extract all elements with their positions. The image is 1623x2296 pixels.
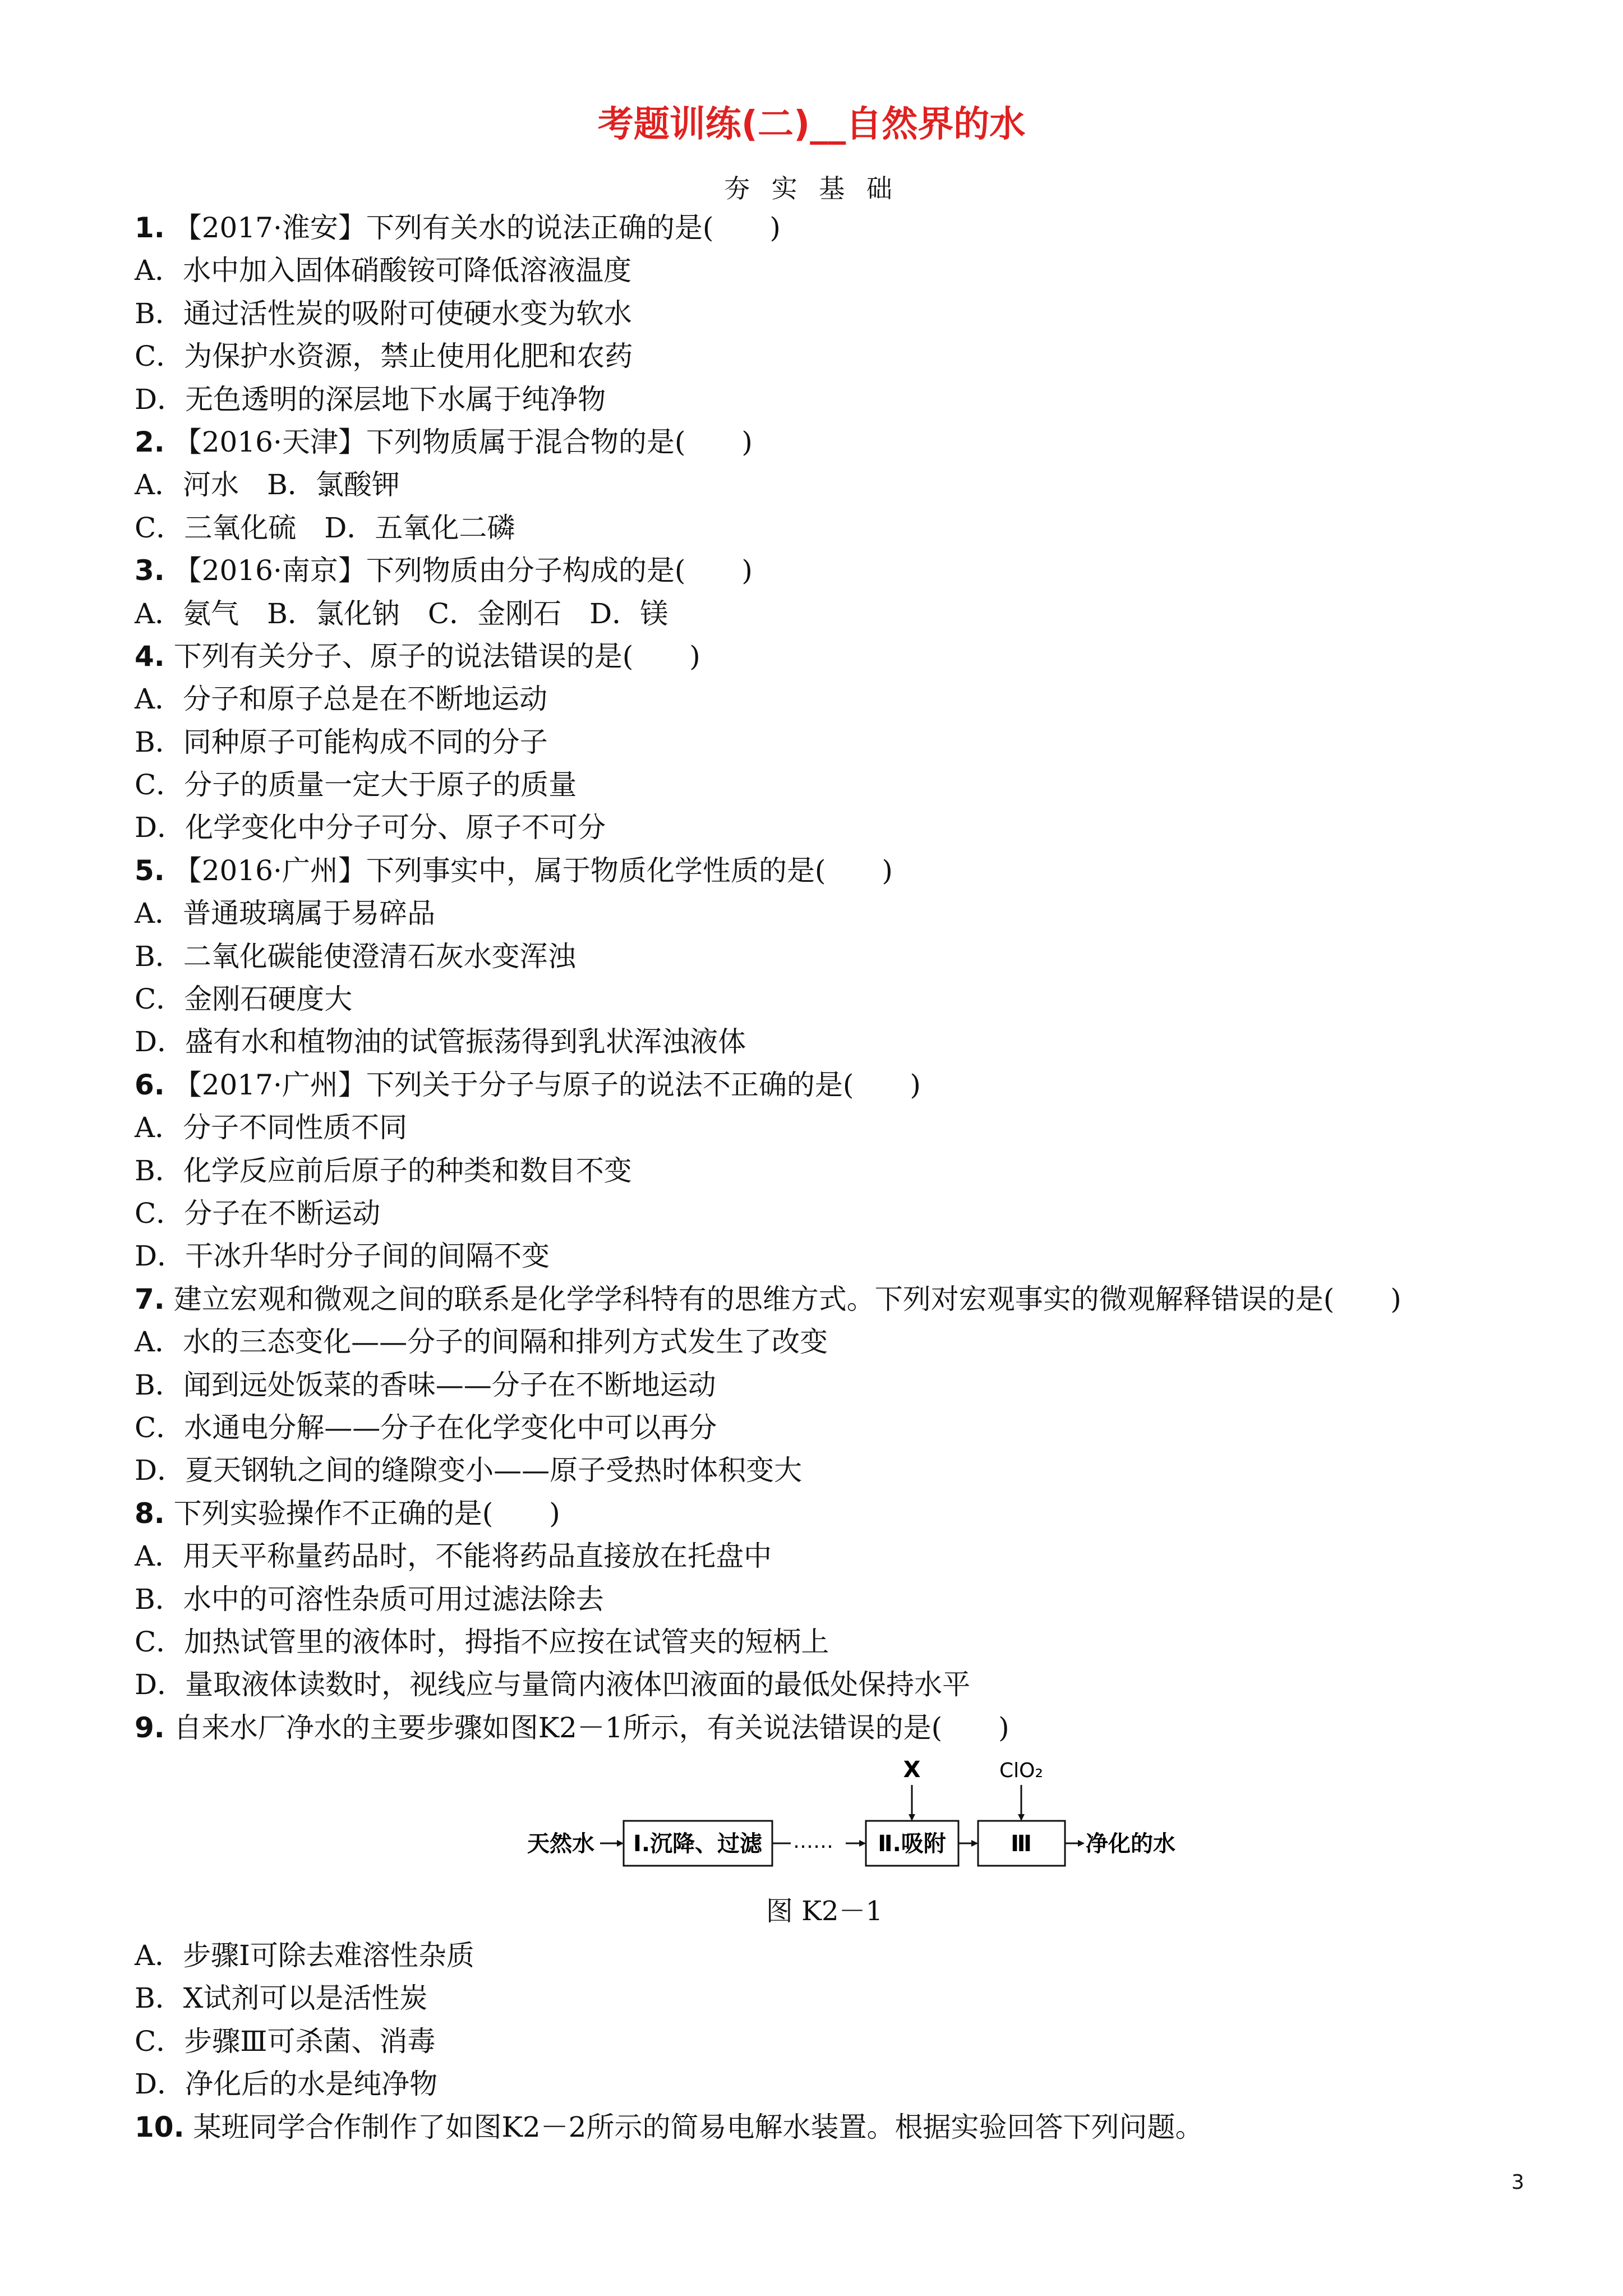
question-text: 某班同学合作制作了如图K2－2所示的简易电解水装置。根据实验回答下列问题。 — [193, 2110, 1204, 2143]
reagent-clo2-label: ClO₂ — [999, 1759, 1043, 1783]
reagent-x-label: X — [903, 1757, 921, 1783]
question-7-option-d: D．夏天钢轨之间的缝隙变小——原子受热时体积变大 — [135, 1454, 803, 1487]
question-1-option-d: D．无色透明的深层地下水属于纯净物 — [135, 383, 606, 416]
page-title: 考题训练(二)__自然界的水 — [597, 104, 1026, 145]
step1-label: Ⅰ.沉降、过滤 — [633, 1831, 763, 1857]
question-7-option-a: A．水的三态变化——分子的间隔和排列方式发生了改变 — [135, 1326, 828, 1359]
question-9-option-c: C．步骤Ⅲ可杀菌、消毒 — [135, 2024, 436, 2058]
question-text: 【2016·广州】下列事实中，属于物质化学性质的是( ) — [173, 854, 893, 887]
question-2-options-cd: C．三氧化硫 D．五氧化二磷 — [135, 511, 515, 544]
question-8-option-a: A．用天平称量药品时，不能将药品直接放在托盘中 — [135, 1540, 772, 1573]
question-text: 自来水厂净水的主要步骤如图K2－1所示，有关说法错误的是( ) — [173, 1711, 1009, 1744]
question-text: 下列有关分子、原子的说法错误的是( ) — [173, 639, 700, 673]
question-text: 【2017·广州】下列关于分子与原子的说法不正确的是( ) — [173, 1068, 921, 1101]
question-4-stem — [135, 635, 1514, 678]
question-6-option-c: C．分子在不断运动 — [135, 1197, 381, 1230]
section-title: 夯 实 基 础 — [724, 173, 899, 204]
question-number: 2. — [135, 425, 165, 458]
question-9-option-a: A．步骤Ⅰ可除去难溶性杂质 — [135, 1939, 474, 1972]
question-5-option-d: D．盛有水和植物油的试管振荡得到乳状浑浊液体 — [135, 1025, 746, 1059]
question-8-option-b: B．水中的可溶性杂质可用过滤法除去 — [135, 1582, 604, 1616]
question-text: 【2017·淮安】下列有关水的说法正确的是( ) — [173, 211, 781, 244]
question-5-option-a: A．普通玻璃属于易碎品 — [135, 897, 436, 930]
question-1-stem — [135, 206, 1514, 249]
question-9-option-d: D．净化后的水是纯净物 — [135, 2068, 438, 2101]
question-3-options: A．氨气 B．氯化钠 C．金刚石 D．镁 — [135, 597, 668, 630]
question-1-option-a: A．水中加入固体硝酸铵可降低溶液温度 — [135, 254, 632, 287]
question-6-option-b: B．化学反应前后原子的种类和数目不变 — [135, 1154, 632, 1187]
question-2-options-ab: A．河水 B．氯酸钾 — [135, 468, 400, 501]
question-5-option-c: C．金刚石硬度大 — [135, 983, 353, 1016]
input-label: 天然水 — [527, 1831, 594, 1857]
question-8-option-c: C．加热试管里的液体时，拇指不应按在试管夹的短柄上 — [135, 1625, 829, 1658]
question-text: 下列实验操作不正确的是( ) — [173, 1497, 560, 1530]
question-text: 建立宏观和微观之间的联系是化学学科特有的思维方式。下列对宏观事实的微观解释错误的是( ) — [173, 1282, 1401, 1315]
page-number: 3 — [1511, 2171, 1524, 2194]
question-7-option-c: C．水通电分解——分子在化学变化中可以再分 — [135, 1411, 717, 1444]
water-purification-flow-diagram — [527, 1749, 1301, 1881]
question-9-stem — [135, 1706, 1514, 1749]
question-8-option-d: D．量取液体读数时，视线应与量筒内液体凹液面的最低处保持水平 — [135, 1668, 971, 1701]
question-number: 9. — [135, 1711, 165, 1744]
question-number: 8. — [135, 1497, 165, 1530]
question-2-stem — [135, 421, 1514, 463]
question-number: 5. — [135, 854, 165, 887]
question-6-stem — [135, 1064, 1514, 1106]
question-number: 4. — [135, 639, 165, 673]
output-label: 净化的水 — [1086, 1831, 1175, 1857]
question-number: 7. — [135, 1282, 165, 1315]
figure-caption: 图 K2－1 — [766, 1895, 883, 1927]
step2-label: Ⅱ.吸附 — [878, 1831, 946, 1857]
step3-label: Ⅲ — [1011, 1831, 1032, 1857]
question-number: 10. — [135, 2110, 185, 2143]
question-6-option-d: D．干冰升华时分子间的间隔不变 — [135, 1240, 550, 1273]
question-7-option-b: B．闻到远处饭菜的香味——分子在不断地运动 — [135, 1368, 716, 1401]
question-text: 【2016·南京】下列物质由分子构成的是( ) — [173, 554, 753, 587]
question-text: 【2016·天津】下列物质属于混合物的是( ) — [173, 425, 753, 458]
question-5-stem — [135, 849, 1514, 892]
question-9-option-b: B．X试剂可以是活性炭 — [135, 1982, 428, 2015]
question-3-stem — [135, 549, 1514, 592]
question-1-option-b: B．通过活性炭的吸附可使硬水变为软水 — [135, 297, 632, 330]
question-4-option-c: C．分子的质量一定大于原子的质量 — [135, 769, 577, 802]
question-8-stem — [135, 1492, 1514, 1535]
question-number: 6. — [135, 1068, 165, 1101]
question-5-option-b: B．二氧化碳能使澄清石灰水变浑浊 — [135, 940, 576, 973]
figure-k2-1 — [135, 1749, 1514, 1934]
question-4-option-d: D．化学变化中分子可分、原子不可分 — [135, 811, 606, 844]
question-number: 3. — [135, 554, 165, 587]
question-number: 1. — [135, 211, 165, 244]
question-1-option-c: C．为保护水资源，禁止使用化肥和农药 — [135, 340, 633, 373]
question-6-option-a: A．分子不同性质不同 — [135, 1111, 408, 1144]
dots: …… — [793, 1830, 833, 1853]
questions-content — [135, 206, 1514, 2148]
question-4-option-b: B．同种原子可能构成不同的分子 — [135, 725, 548, 758]
question-7-stem — [135, 1278, 1514, 1320]
question-10-stem — [135, 2106, 1514, 2148]
question-4-option-a: A．分子和原子总是在不断地运动 — [135, 683, 548, 716]
